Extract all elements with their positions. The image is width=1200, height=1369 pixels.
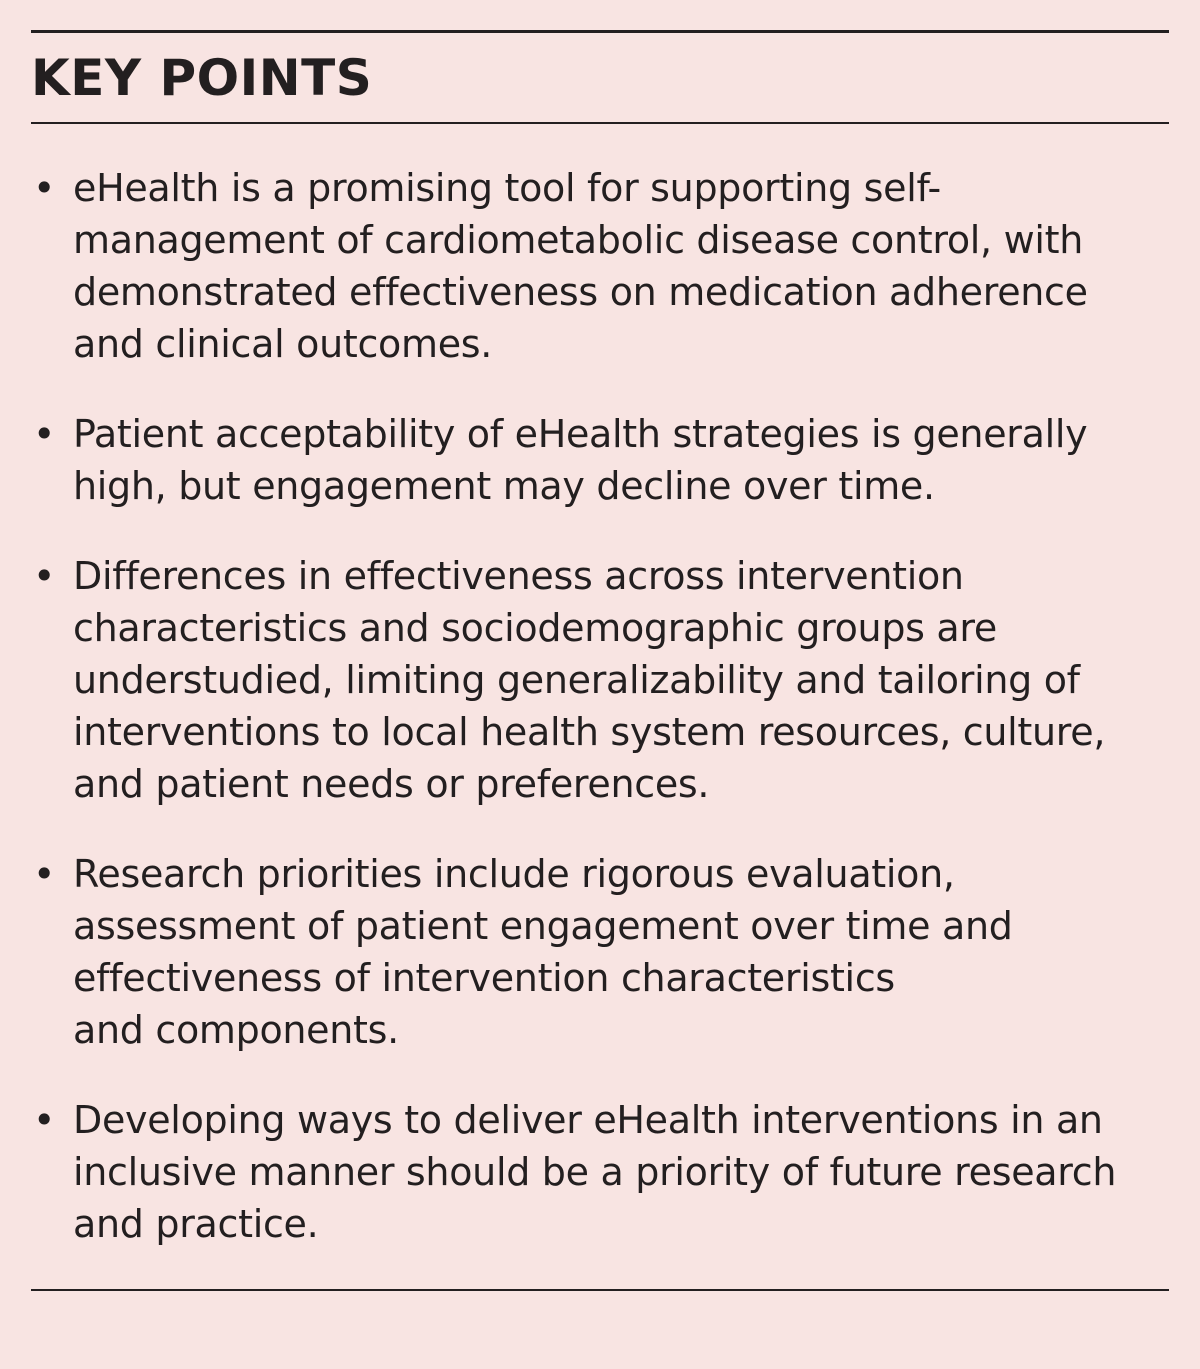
key-point-line: Differences in effectiveness across intervention: [73, 554, 964, 598]
key-point-line: eHealth is a promising tool for supporting self-: [73, 166, 941, 210]
key-point-item: [31, 408, 1169, 512]
key-point-line: management of cardiometabolic disease control, with: [73, 218, 1084, 262]
bullet-icon: •: [33, 412, 56, 456]
key-point-line: and practice.: [73, 1202, 319, 1246]
key-point-line: demonstrated effectiveness on medication adherence: [73, 270, 1088, 314]
top-divider: [31, 30, 1169, 33]
bullet-icon: •: [33, 554, 56, 598]
key-points-title: KEY POINTS: [31, 49, 373, 107]
key-point-line: and patient needs or preferences.: [73, 762, 710, 806]
key-point-line: Developing ways to deliver eHealth interventions in an: [73, 1098, 1103, 1142]
bottom-divider: [31, 1289, 1169, 1291]
key-points-list: [31, 162, 1169, 1288]
key-point-item: [31, 550, 1169, 810]
key-point-line: assessment of patient engagement over time and: [73, 904, 1013, 948]
key-point-line: and clinical outcomes.: [73, 322, 493, 366]
key-point-line: characteristics and sociodemographic groups are: [73, 606, 997, 650]
bullet-icon: •: [33, 852, 56, 896]
key-point-item: [31, 1094, 1169, 1250]
key-point-line: Patient acceptability of eHealth strategies is generally: [73, 412, 1088, 456]
key-point-line: interventions to local health system resources, culture,: [73, 710, 1106, 754]
key-point-line: understudied, limiting generalizability and tailoring of: [73, 658, 1080, 702]
key-point-item: [31, 162, 1169, 370]
key-point-line: Research priorities include rigorous evaluation,: [73, 852, 955, 896]
key-point-line: high, but engagement may decline over time.: [73, 464, 935, 508]
key-points-box: [31, 30, 1169, 1292]
key-point-line: inclusive manner should be a priority of future research: [73, 1150, 1117, 1194]
key-point-line: effectiveness of intervention characteristics: [73, 956, 895, 1000]
bullet-icon: •: [33, 166, 56, 210]
key-point-line: and components.: [73, 1008, 399, 1052]
bullet-icon: •: [33, 1098, 56, 1142]
title-divider: [31, 122, 1169, 124]
key-point-item: [31, 848, 1169, 1056]
